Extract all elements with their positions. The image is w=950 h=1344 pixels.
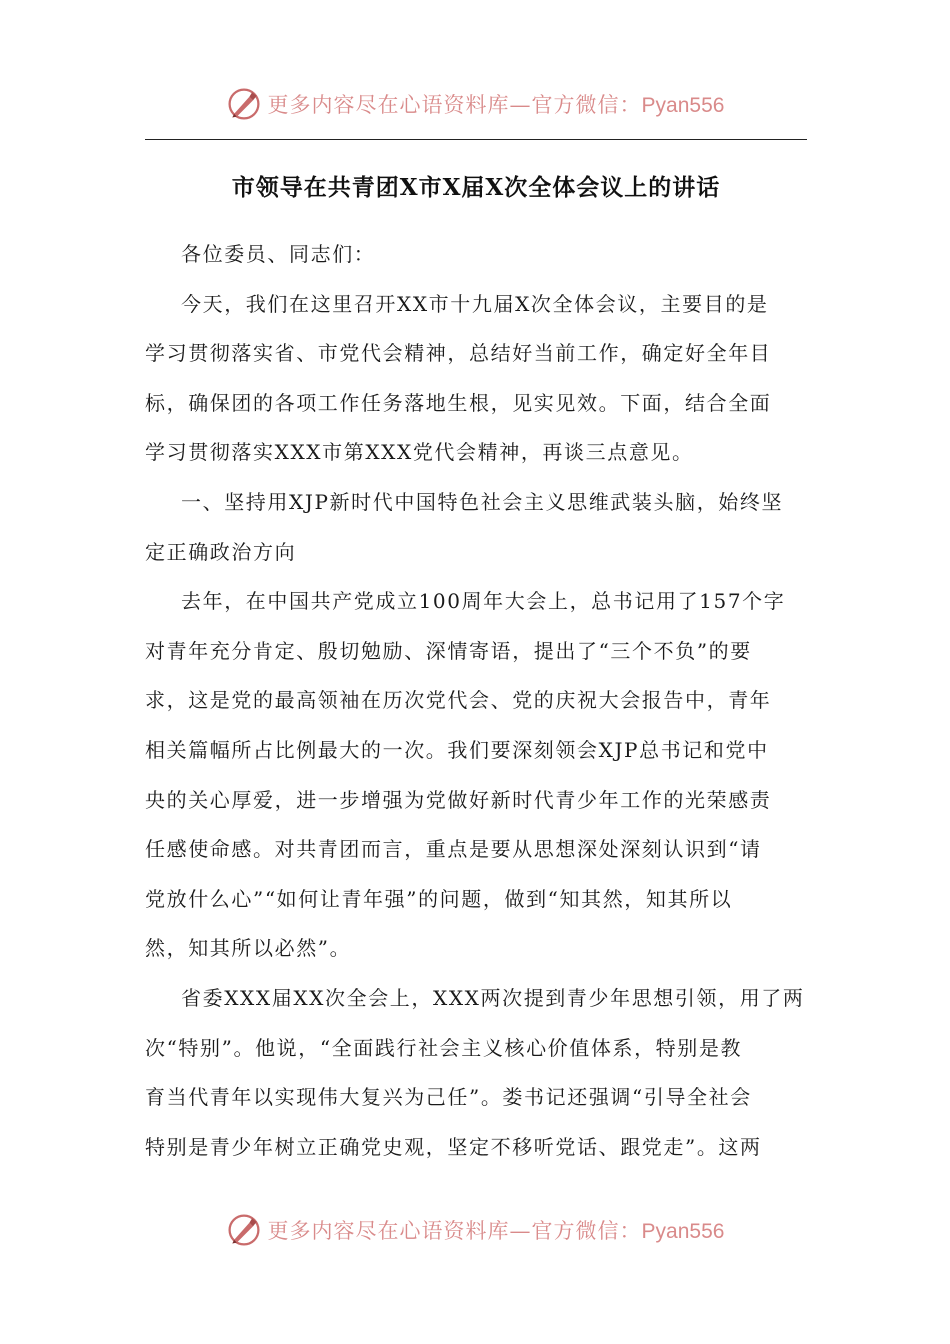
text-line: 求，这是党的最高领袖在历次党代会、党的庆祝大会报告中，青年 [145, 688, 772, 713]
document-title: 市领导在共青团X市X届X次全体会议上的讲话 [231, 174, 721, 201]
text-line: 学习贯彻落实省、市党代会精神，总结好当前工作，确定好全年目 [145, 341, 772, 366]
text-line: 学习贯彻落实XXX市第XXX党代会精神，再谈三点意见。 [145, 440, 694, 465]
watermark-text: 更多内容尽在心语资料库—官方微信：Pyan556 [267, 93, 725, 117]
wechat-id: Pyan556 [641, 94, 725, 117]
pen-logo-icon [226, 86, 262, 122]
text-line: 育当代青年以实现伟大复兴为己任”。娄书记还强调“引导全社会 [145, 1085, 752, 1110]
text-line: 任感使命感。对共青团而言，重点是要从思想深处深刻认识到“请 [145, 837, 762, 862]
text-line: 次“特别”。他说，“全面践行社会主义核心价值体系，特别是教 [145, 1035, 743, 1060]
text-line: 定正确政治方向 [145, 539, 297, 564]
text-line: 然，知其所以必然”。 [145, 936, 352, 961]
paragraph-intro [145, 280, 807, 478]
pen-logo-icon [226, 1212, 262, 1248]
text-line: 各位委员、同志们： [181, 242, 376, 266]
section-heading-1 [145, 478, 807, 577]
header-watermark [0, 82, 950, 126]
text-line: 标，确保团的各项工作任务落地生根，见实见效。下面，结合全面 [145, 390, 772, 415]
text-line: 对青年充分肯定、殷切勉励、深情寄语，提出了“三个不负”的要 [145, 638, 752, 663]
paragraph-body-2 [145, 974, 807, 1172]
document-body [145, 230, 807, 1172]
text-line: 党放什么心”“如何让青年强”的问题，做到“知其然，知其所以 [145, 886, 733, 911]
paragraph-body-1 [145, 577, 807, 974]
text-line: 今天，我们在这里召开XX市十九届X次全体会议，主要目的是 [181, 291, 769, 316]
paragraph-salutation [145, 230, 807, 280]
text-line: 相关篇幅所占比例最大的一次。我们要深刻领会XJP总书记和党中 [145, 737, 769, 762]
text-line: 一、坚持用XJP新时代中国特色社会主义思维武装头脑，始终坚 [181, 489, 784, 514]
text-line: 去年，在中国共产党成立100周年大会上，总书记用了157个字 [181, 589, 786, 614]
text-line: 特别是青少年树立正确党史观，坚定不移听党话、跟党走”。这两 [145, 1134, 762, 1159]
wechat-id: Pyan556 [641, 1220, 725, 1243]
footer-watermark [0, 1208, 950, 1252]
watermark-text: 更多内容尽在心语资料库—官方微信：Pyan556 [267, 1219, 725, 1243]
text-line: 省委XXX届XX次全会上，XXX两次提到青少年思想引领，用了两 [181, 985, 805, 1010]
header-divider [145, 139, 807, 140]
text-line: 央的关心厚爱，进一步增强为党做好新时代青少年工作的光荣感责 [145, 787, 772, 812]
